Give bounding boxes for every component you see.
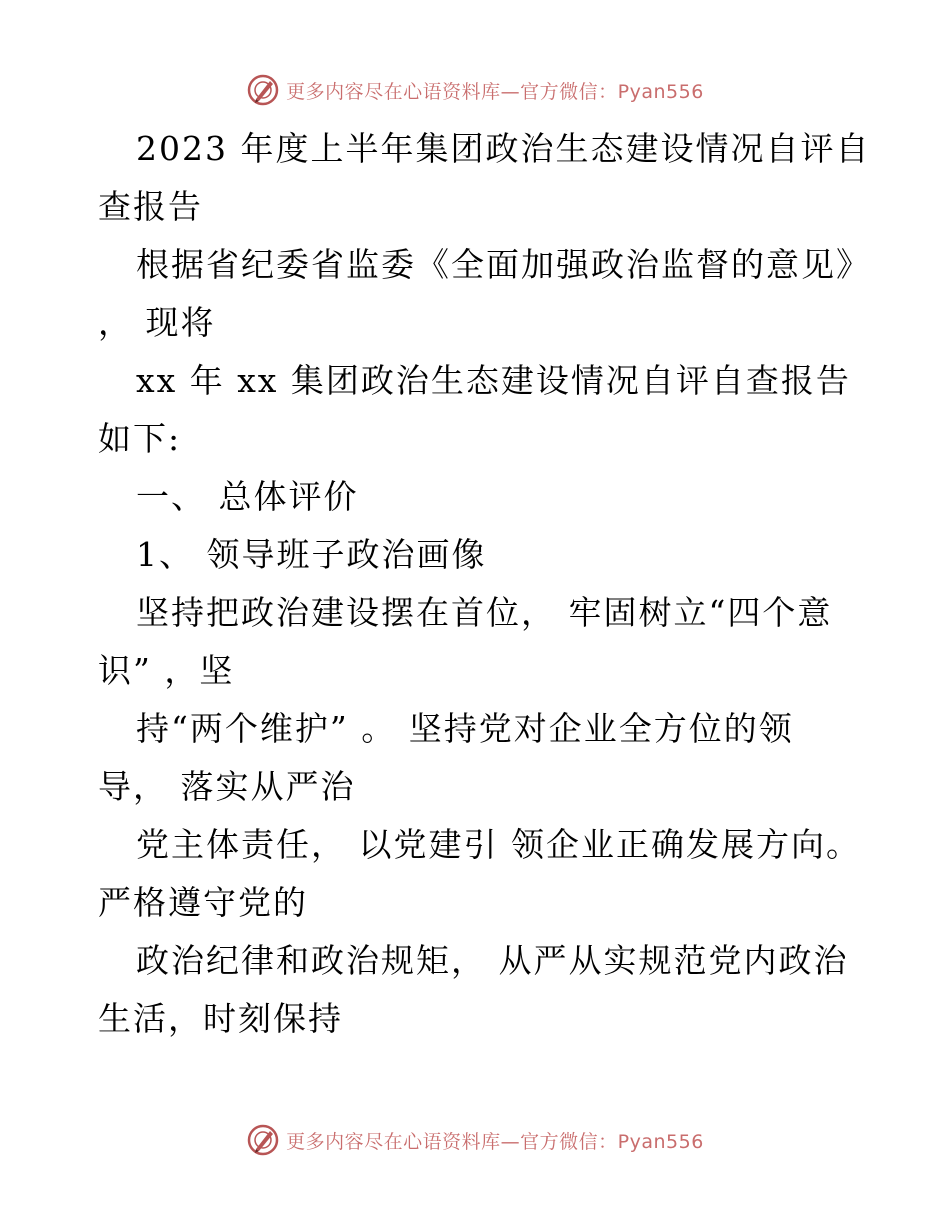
footer-watermark-banner [0,1120,950,1160]
paragraph-line: 导， 落实从严治 [98,767,356,806]
paragraph-line: 严格遵守党的 [98,883,308,922]
title-line-1: 2023 年度上半年集团政治生态建设情况自评自 [136,129,871,168]
document-body [98,120,871,1048]
header-watermark-banner [0,70,950,110]
paragraph-line: 根据省纪委省监委《全面加强政治监督的意见》 [136,245,871,284]
section-heading: 一、 总体评价 [136,477,359,516]
title-line-2: 查报告 [98,187,203,226]
paragraph-line: 政治纪律和政治规矩， 从严从实规范党内政治 [136,941,849,980]
paragraph-line: 生活，时刻保持 [98,999,343,1038]
paragraph-line: ， 现将 [98,303,216,342]
paragraph-line: 党主体责任， 以党建引 领企业正确发展方向。 [136,825,861,864]
paragraph-line: 坚持把政治建设摆在首位， 牢固树立“四个意 [136,593,833,632]
paragraph-line: 识” ，坚 [98,651,235,690]
pen-logo-icon [246,73,280,107]
paragraph-line: 如下: [98,419,182,458]
footer-banner-text: 更多内容尽在心语资料库—官方微信：Pyan556 [286,1130,704,1153]
header-banner-text: 更多内容尽在心语资料库—官方微信：Pyan556 [286,80,704,103]
subsection-heading: 1、 领导班子政治画像 [136,535,487,574]
paragraph-line: 持“两个维护” 。 坚持党对企业全方位的领 [136,709,794,748]
paragraph-line: xx 年 xx 集团政治生态建设情况自评自查报告 [136,361,851,400]
pen-logo-icon [246,1123,280,1157]
